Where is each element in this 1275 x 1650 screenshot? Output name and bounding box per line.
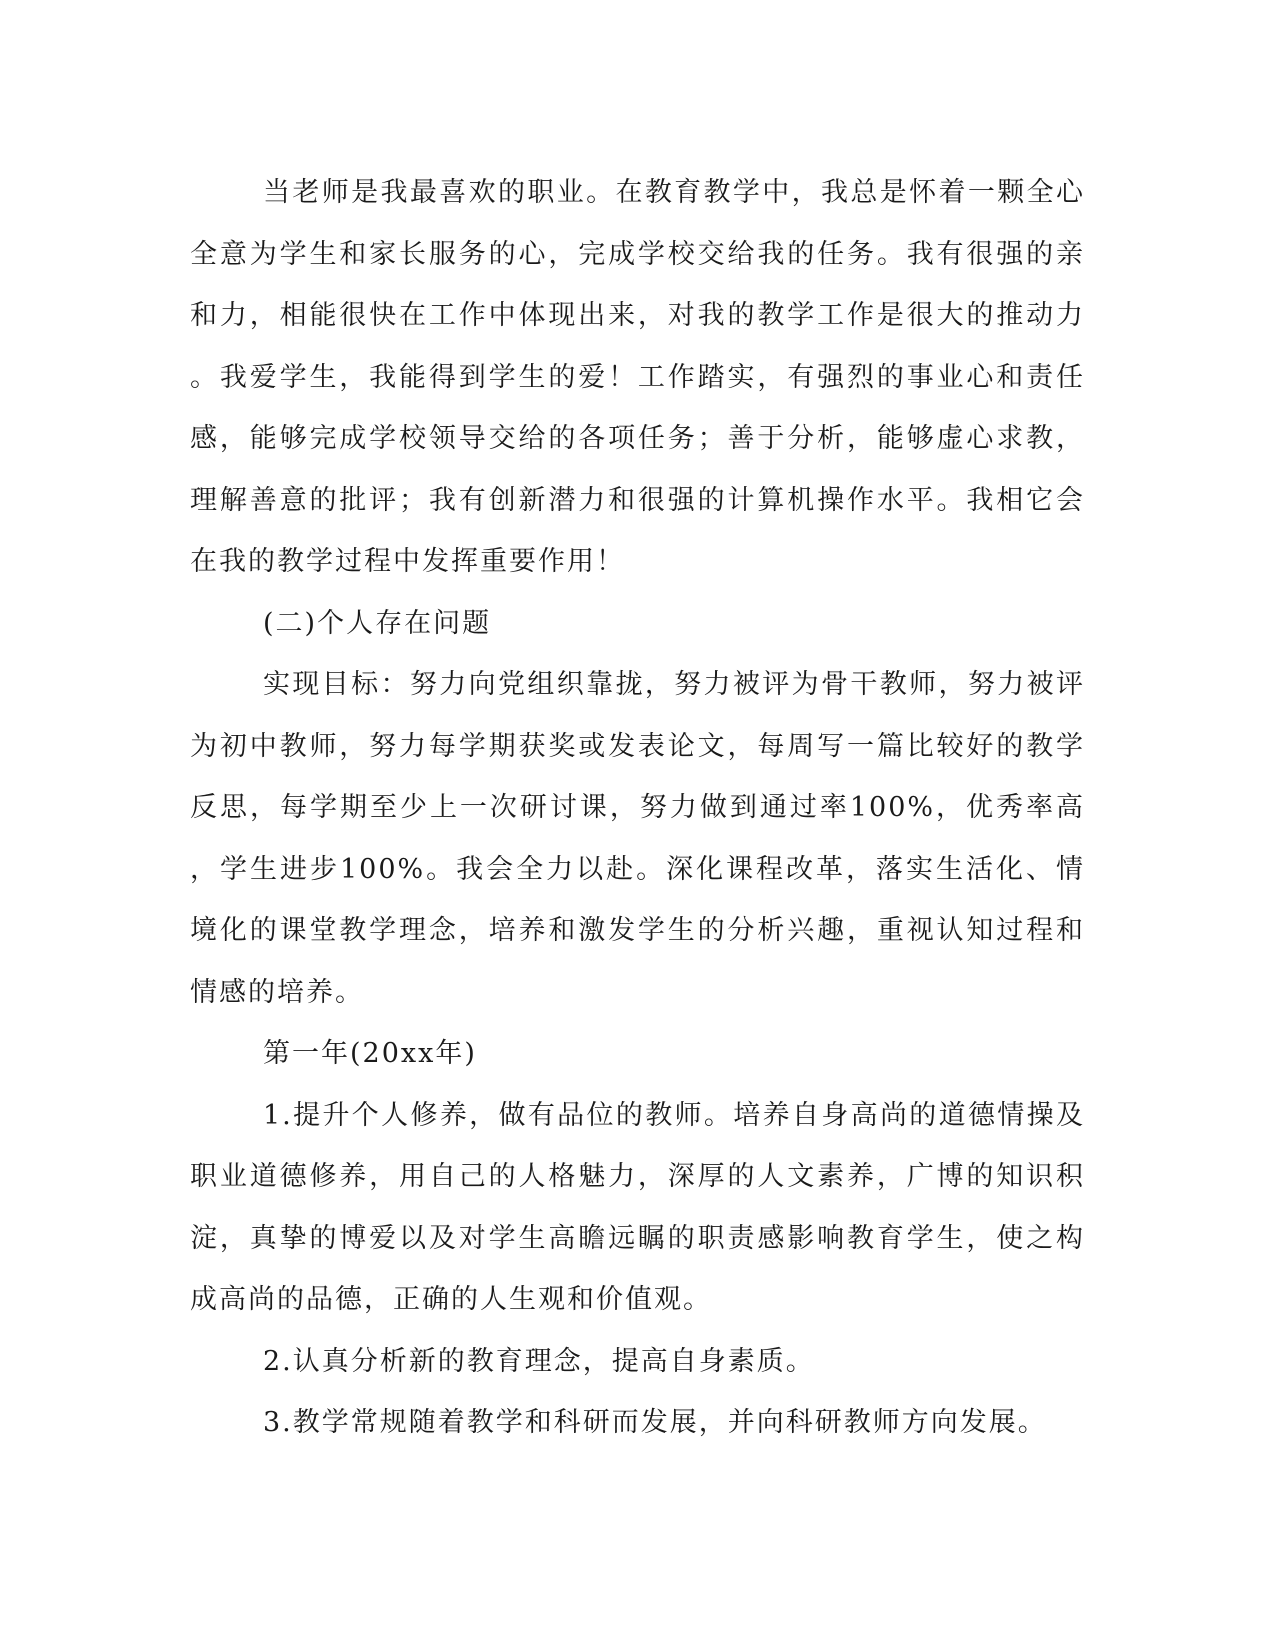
list-item-1: 1.提升个人修养，做有品位的教师。培养自身高尚的道德情操及职业道德修养，用自己的人格魅力，深厚的人文素养，广博的知识积淀，真挚的博爱以及对学生高瞻远瞩的职责感影响教育学生，使之构成高尚的品德，正确的人生观和价值观。 [190, 1099, 1085, 1315]
paragraph-goals: 实现目标：努力向党组织靠拢，努力被评为骨干教师，努力被评为初中教师，努力每学期获奖或发表论文，每周写一篇比较好的教学反思，每学期至少上一次研讨课，努力做到通过率100%，优秀率高，学生进步100%。我会全力以赴。深化课程改革，落实生活化、情境化的课堂教学理念，培养和激发学生的分析兴趣，重视认知过程和情感的培养。 [190, 669, 1085, 1008]
paragraph-intro: 当老师是我最喜欢的职业。在教育教学中，我总是怀着一颗全心全意为学生和家长服务的心，完成学校交给我的任务。我有很强的亲和力，相能很快在工作中体现出来，对我的教学工作是很大的推动力。我爱学生，我能得到学生的爱！工作踏实，有强烈的事业心和责任感，能够完成学校领导交给的各项任务；善于分析，能够虚心求教，理解善意的批评；我有创新潜力和很强的计算机操作水平。我相它会在我的教学过程中发挥重要作用！ [190, 177, 1085, 577]
list-item-3: 3.教学常规随着教学和科研而发展，并向科研教师方向发展。 [263, 1407, 1047, 1438]
section-heading-personal-problems: (二)个人存在问题 [263, 607, 492, 639]
document-body [190, 162, 1085, 1454]
heading-first-year: 第一年(20xx年) [263, 1038, 477, 1069]
list-item-2: 2.认真分析新的教育理念，提高自身素质。 [263, 1345, 815, 1377]
